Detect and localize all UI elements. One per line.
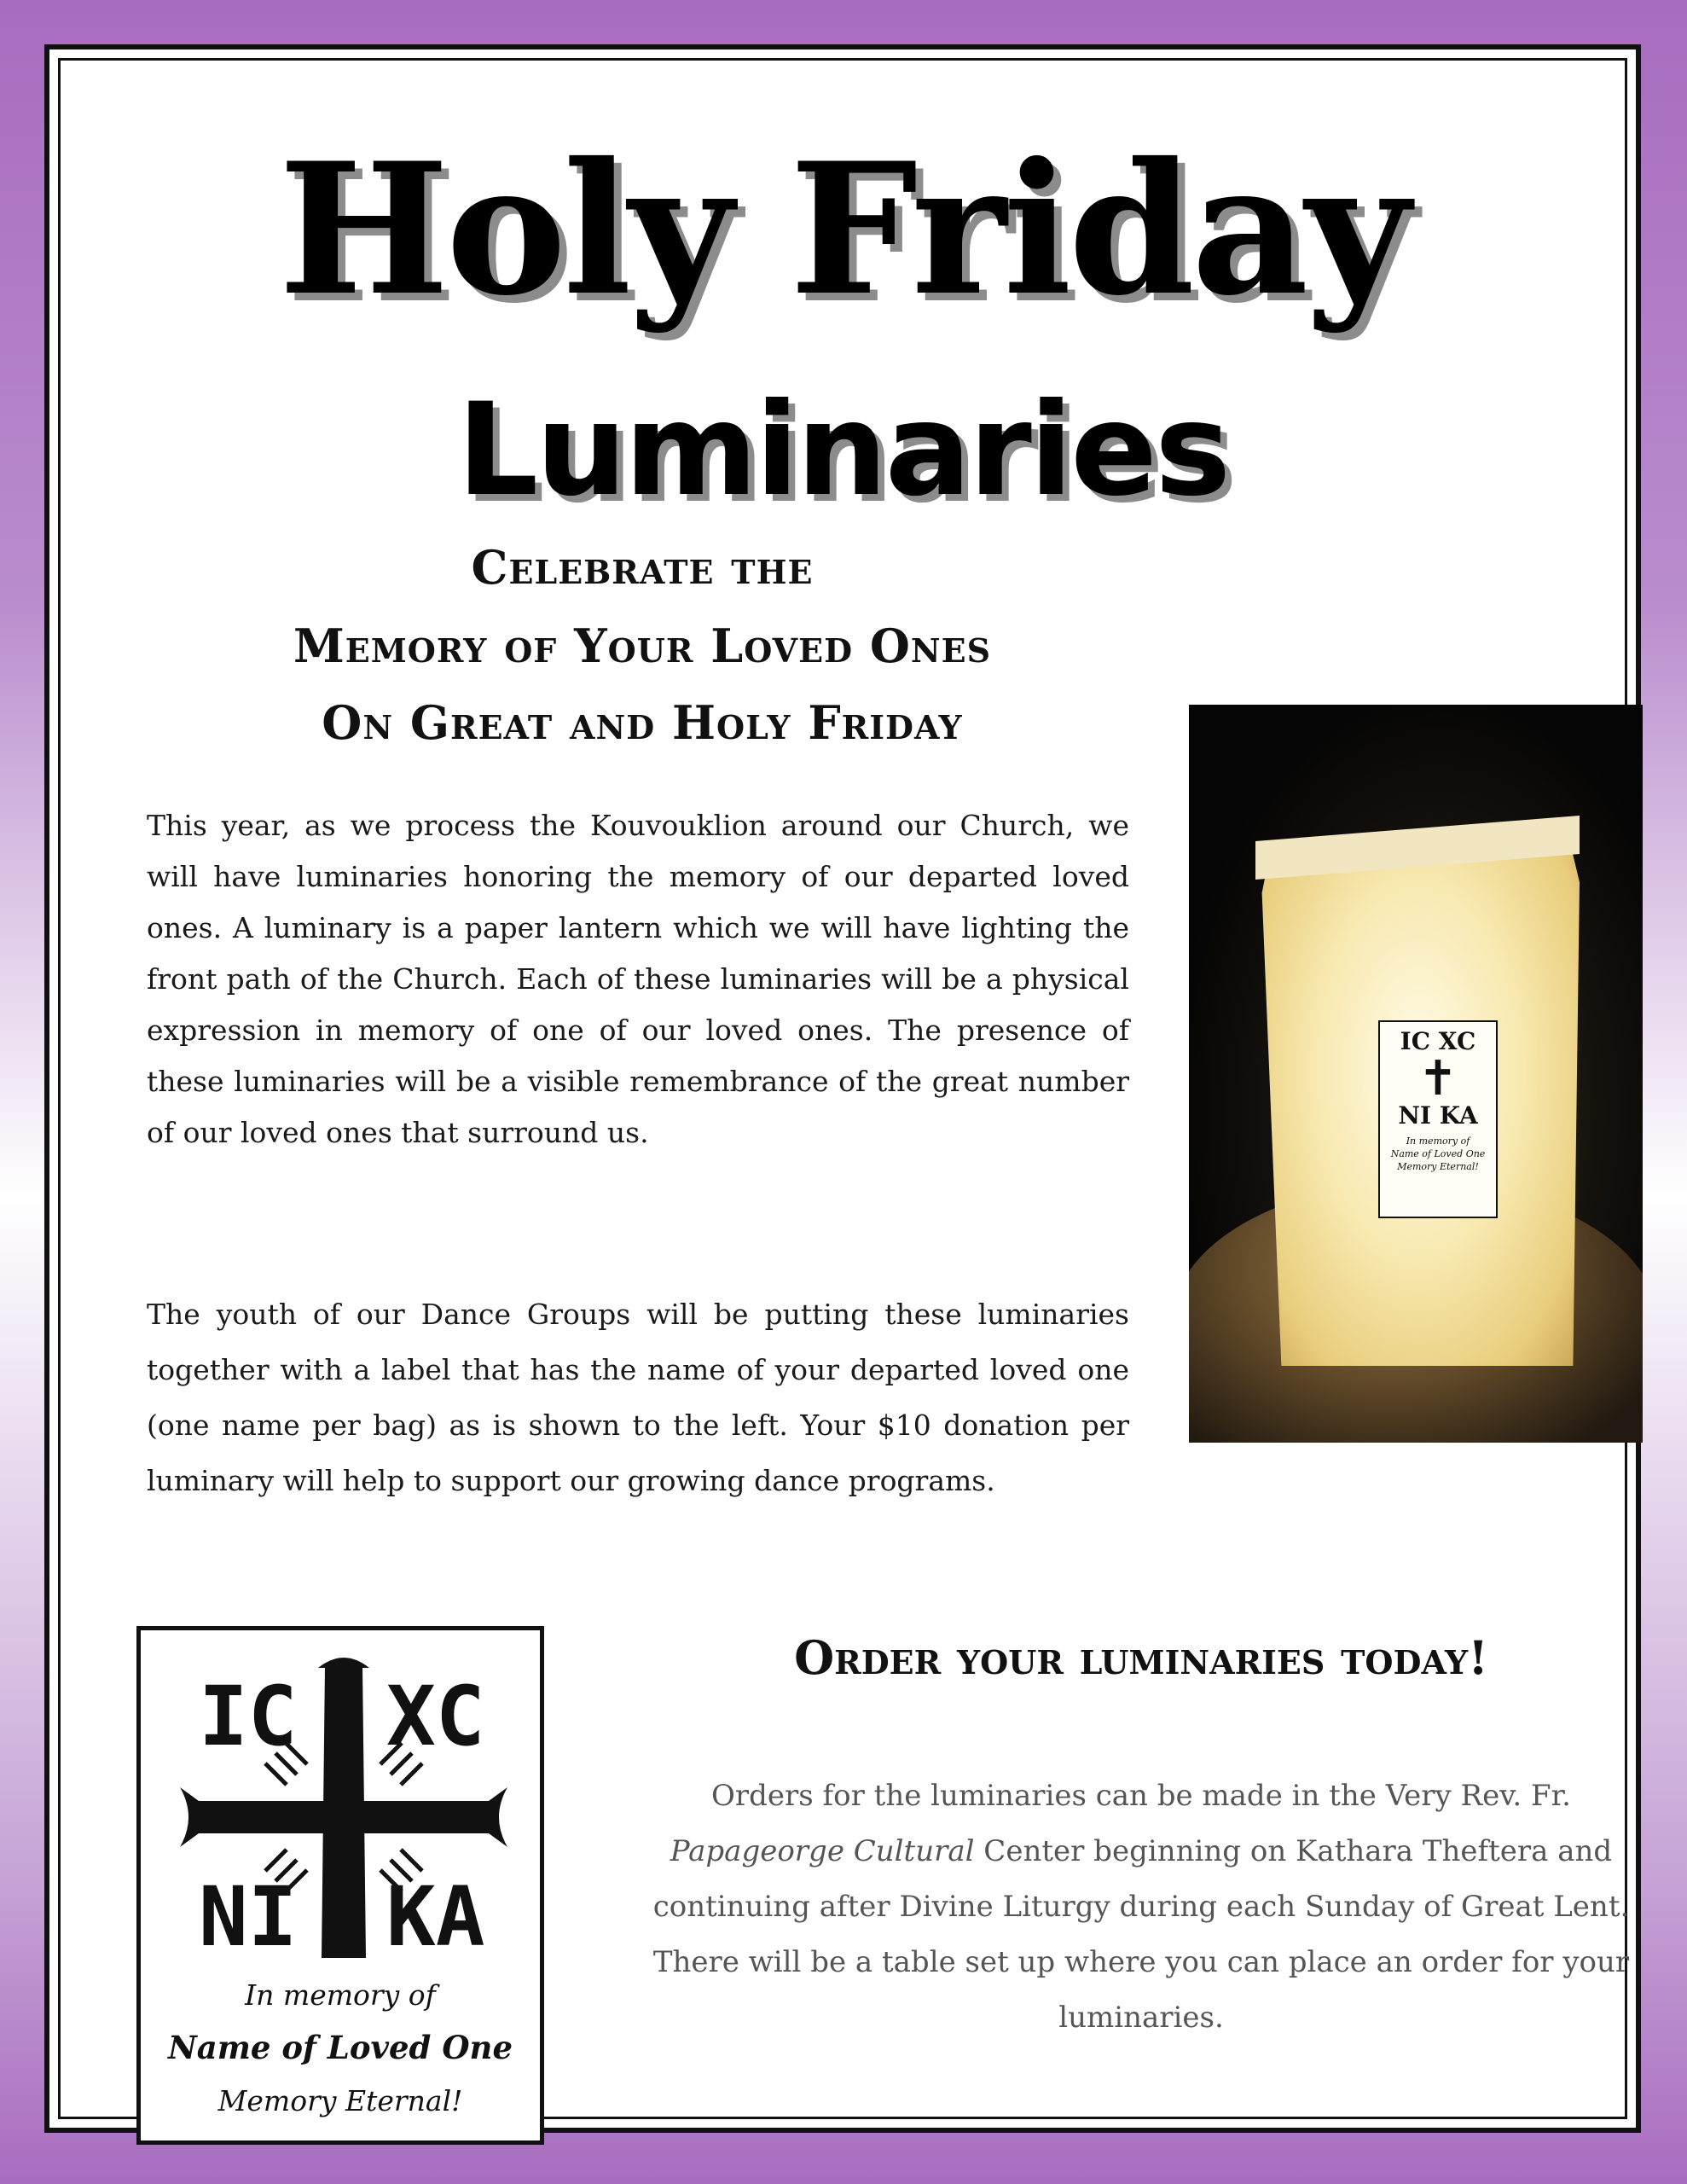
photo-label-letters-bottom: NI KA: [1398, 1101, 1478, 1130]
order-text-part-2: Center beginning on Kathara Theftera and continuing after Divine Liturgy during each Sunday of Great Lent. There will be a table set up where you can place an order for your luminaries.: [652, 1834, 1630, 2035]
letter-ka: KA: [386, 1869, 485, 1965]
order-heading: Order your luminaries today!: [794, 1630, 1488, 1685]
page-subtitle: Luminaries: [456, 376, 1229, 525]
body-paragraph-1: This year, as we process the Kouvouklion around our Church, we will have luminaries honoring the memory of our departed loved ones. A luminary is a paper lantern which we will have lighting the front path of the Church. Each of these luminaries will be a physical expression in memory of one of our loved ones. The presence of these luminaries will be a visible remembrance of the great number of our loved ones that surround us.: [147, 809, 1129, 1149]
page-title: Holy Friday: [278, 123, 1407, 335]
luminary-photo: [1189, 705, 1643, 1443]
cross-icon: ✝: [1417, 1050, 1458, 1107]
photo-label-text: [1380, 1135, 1496, 1174]
photo-label-line-3: Memory Eternal!: [1397, 1161, 1479, 1173]
photo-lantern-label: [1378, 1020, 1498, 1218]
subheading-line-3: On Great and Holy Friday: [322, 695, 963, 750]
ic-xc-ni-ka-cross-icon: [173, 1651, 514, 1966]
sample-label-line-2: Name of Loved One: [167, 2029, 513, 2066]
order-paragraph: [638, 1769, 1644, 2046]
photo-label-letters-top: IC XC: [1400, 1027, 1476, 1055]
photo-label-line-2: Name of Loved One: [1390, 1147, 1486, 1159]
photo-label-line-1: In memory of: [1406, 1135, 1470, 1147]
letter-ni: NI: [199, 1869, 298, 1965]
page-frame: [44, 44, 1641, 2133]
sample-label-line-3: Memory Eternal!: [217, 2084, 463, 2117]
order-text-italic: Papageorge Cultural: [670, 1834, 975, 1868]
sample-label-line-1: In memory of: [245, 1978, 436, 2012]
body-paragraph-2: The youth of our Dance Groups will be putting these luminaries together with a label that has the name of your departed loved one (one name per bag) as is shown to the left. Your $10 donation per luminary will help to support our growing dance programs.: [147, 1298, 1129, 1497]
order-text-part-1: Orders for the luminaries can be made in the Very Rev. Fr.: [711, 1779, 1571, 1813]
letter-ic: IC: [199, 1669, 298, 1764]
letter-xc: XC: [386, 1669, 485, 1764]
sample-label-box: [136, 1626, 544, 2145]
subheading-line-2: Memory of Your Loved Ones: [293, 619, 992, 673]
subheading-line-1: Celebrate the: [471, 540, 814, 595]
